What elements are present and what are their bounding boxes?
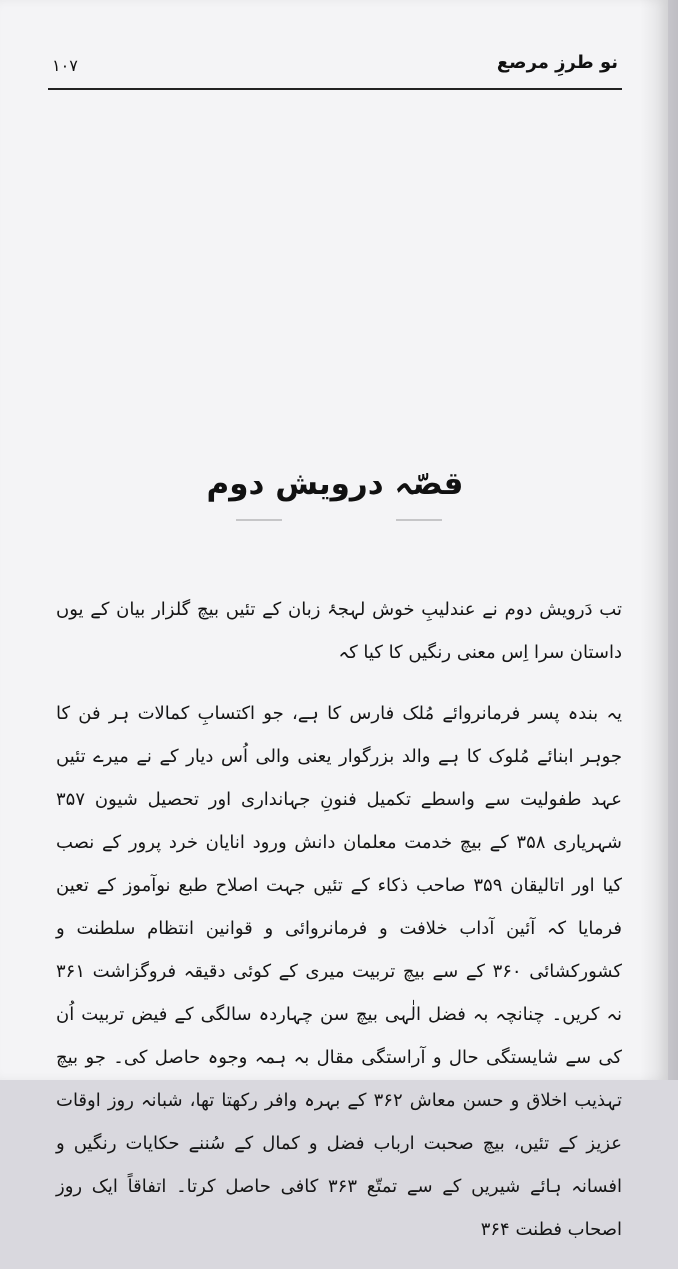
body-text [56, 588, 622, 1269]
header-rule [48, 88, 622, 90]
page-number: ۱۰۷ [52, 56, 78, 75]
page-spine-shadow [640, 0, 678, 1080]
running-header [48, 50, 622, 86]
chapter-title: قصّہ درویش دوم [206, 466, 464, 502]
running-header-title: نو طرزِ مرصع [496, 52, 618, 73]
paragraph-1: تب دَرویش دوم نے عندلیبِ خوش لہجۂ زبان کے تئیں بیچ گلزار بیان کے یوں داستان سرا اِس معنی رنگیں کا کیا کہ [56, 599, 622, 663]
paragraph-2: یہ بندہ پسر فرمانروائے مُلک فارس کا ہے، جو اکتسابِ کمالات ہر فن کا جوہر ابنائے مُلوک کا ہے والد بزرگوار یعنی والی اُس دیار کے نے میرے تئیں عہد طفولیت سے واسطے تکمیل فنونِ جہانداری اور تحصیل شیون ۳۵۷ شہریاری ۳۵۸ کے بیچ خدمت معلمان دانش ورود انایان خرد پرور کے نصب کیا اور اتالیقان ۳۵۹ صاحب ذکاء کے تئیں جہت اصلاح طبع نوآموز کے تعین فرمایا کہ آئین آداب خلافت و فرمانروائی و قوانین انتظام سلطنت و کشورکشائی ۳۶۰ کے سے بیچ تربیت میری کے کوئی دقیقہ فروگزاشت ۳۶۱ نہ کریں۔ چنانچہ بہ فضل الٰہی بیچ سن چہاردہ سالگی کے فیض تربیت اُن کی سے شایستگی حال و آراستگی مقال بہ ہمہ وجوہ حاصل کی۔ جو بیچ تہذیب اخلاق و حسن معاش ۳۶۲ کے بہرہ وافر رکھتا تھا، شبانہ روز اوقات عزیز کے تئیں، بیچ صحبت ارباب فضل و کمال کے سُننے حکایات رنگیں و افسانہ ہائے شیریں کے سے تمتّع ۳۶۳ کافی حاصل کرتا۔ اتفاقاً ایک روز اصحاب فطنت ۳۶۴ [56, 703, 623, 1240]
